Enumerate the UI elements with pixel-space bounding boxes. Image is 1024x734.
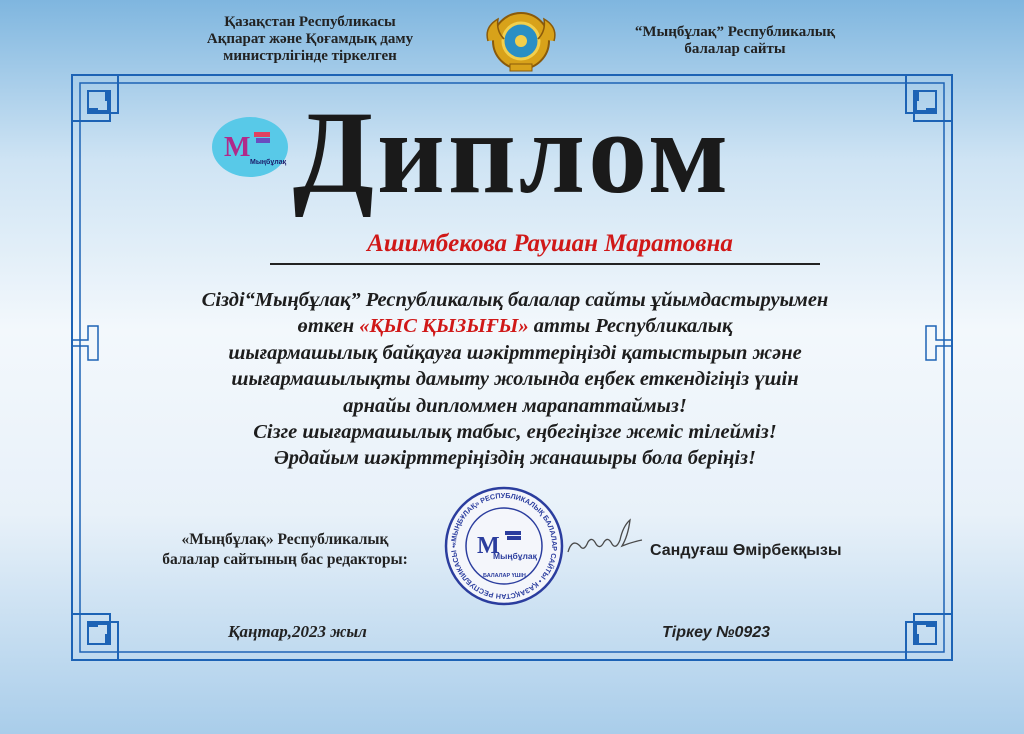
editor-title (140, 530, 430, 570)
svg-text:M: M (224, 132, 251, 163)
kazakhstan-emblem-icon (482, 8, 560, 74)
award-line-1: Сізді“Мыңбұлақ” Республикалық балалар сайты ұйымдастыруымен (201, 289, 829, 311)
stamp-bottom-text: БАЛАЛАР ҮШІН (483, 573, 526, 579)
issue-date: Қаңтар,2023 жыл (228, 622, 367, 641)
registration-number: Тіркеу №0923 (662, 624, 771, 641)
site-name-header (600, 24, 870, 58)
recipient-underline (270, 263, 820, 265)
award-line-5: арнайы дипломмен марапаттаймыз! (343, 394, 687, 417)
ministry-registration-text (170, 14, 450, 65)
diploma-title: Диплом (292, 87, 732, 218)
award-line-2-after: атты Республикалық (528, 315, 733, 338)
award-text (120, 287, 910, 472)
editor-title-line-1: «Мыңбұлақ» Республикалық (181, 531, 389, 548)
ministry-line-1: Қазақстан Республикасы (224, 14, 396, 30)
contest-name: «ҚЫС ҚЫЗЫҒЫ» (359, 315, 529, 338)
stamp-ring-text: «МЫҢБҰЛАҚ» РЕСПУБЛИКАЛЫҚ БАЛАЛАР САЙТЫ • ҚАЗАҚСТАН РЕСПУБЛИКАСЫ • (448, 490, 560, 602)
award-line-4: шығармашылықты дамыту жолында еңбек еткендігіңіз үшін (231, 368, 799, 391)
stamp-center-text: Мыңбұлақ (493, 551, 537, 561)
editor-name: Сандуғаш Өмірбекқызы (650, 542, 842, 559)
site-name-line-2: балалар сайты (684, 41, 786, 57)
logo-text: Мыңбұлақ (250, 159, 287, 166)
official-stamp-icon (443, 485, 565, 607)
ministry-line-2: Ақпарат және Қоғамдық даму (206, 31, 414, 47)
award-line-2-before: өткен (297, 315, 360, 338)
award-line-3: шығармашылық байқауға шәкірттеріңізді қатыстырып және (228, 341, 802, 364)
award-line-2 (120, 313, 910, 339)
award-line-6: Сізге шығармашылық табыс, еңбегіңізге жеміс тілейміз! (253, 421, 777, 444)
editor-title-line-2: балалар сайтының бас редакторы: (162, 551, 408, 568)
award-line-7: Әрдайым шәкірттеріңіздің жанашыры бола беріңіз! (273, 447, 757, 470)
recipient-name: Ашимбекова Раушан Маратовна (367, 230, 733, 257)
ministry-line-3: министрлігінде тіркелген (223, 48, 397, 64)
site-name-line-1: “Мыңбұлақ” Республикалық (634, 24, 836, 40)
svg-text:M: M (477, 533, 500, 559)
signature-icon (564, 516, 654, 566)
